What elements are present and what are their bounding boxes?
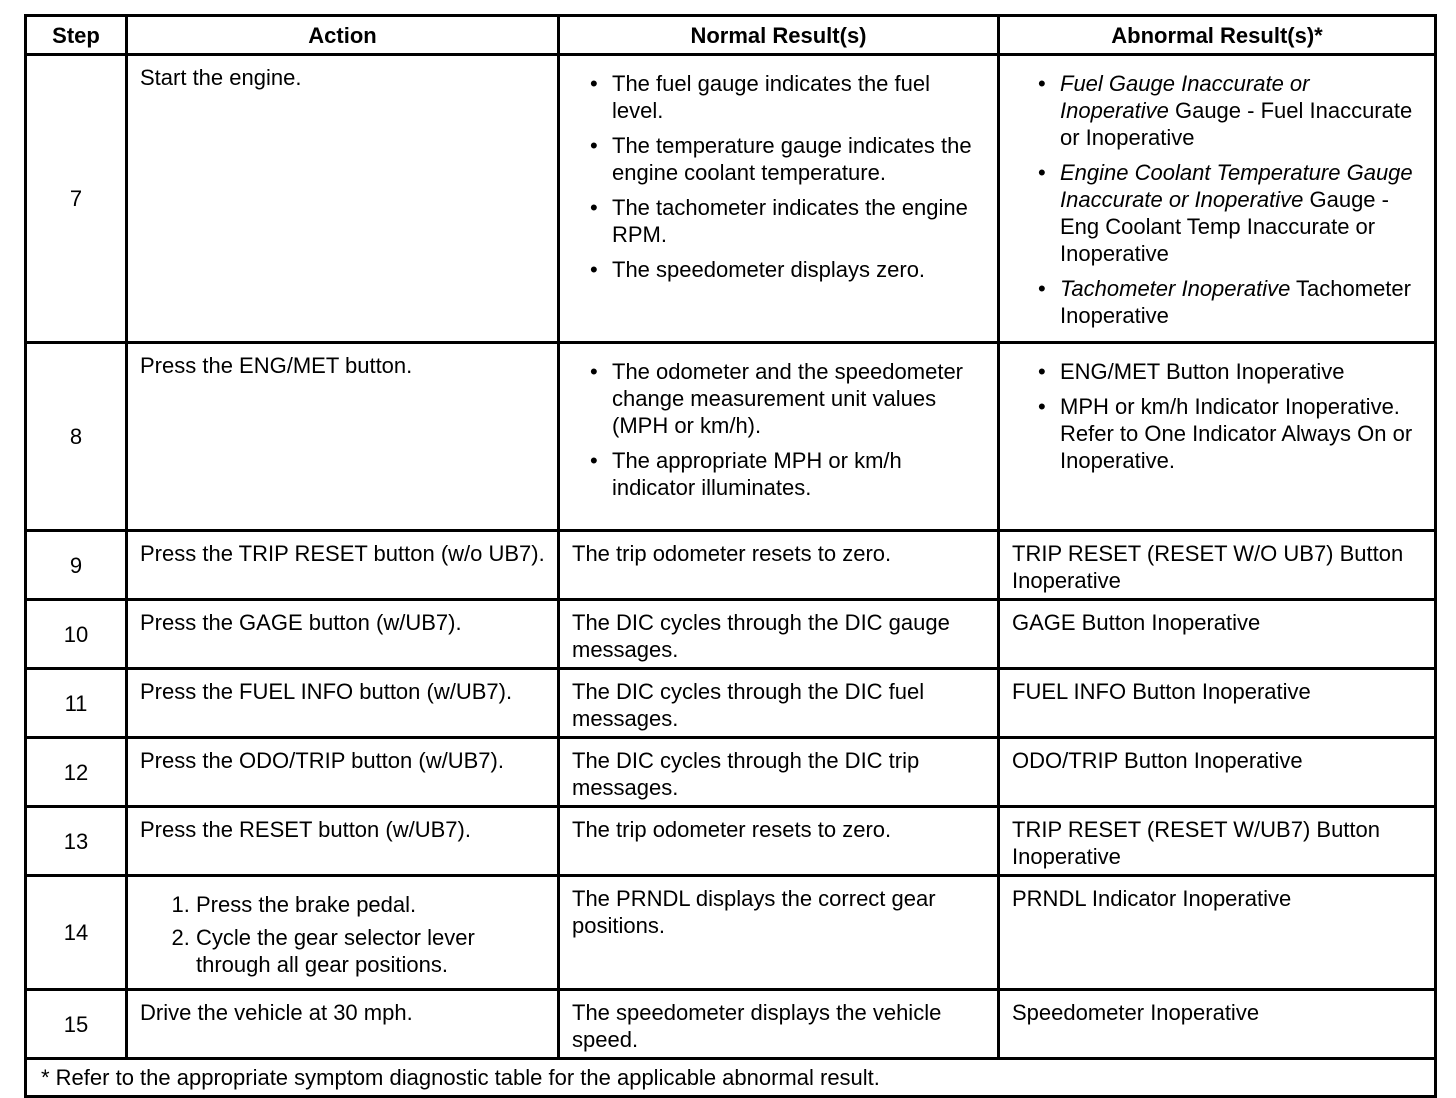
- header-action: Action: [127, 16, 559, 55]
- list-item: [1060, 70, 1422, 151]
- action-cell: Press the RESET button (w/UB7).: [127, 807, 559, 876]
- step-number: 9: [26, 531, 127, 600]
- list-item: • The odometer and the speedometer change measurement unit values (MPH or km/h).: [612, 358, 985, 439]
- table-row: [26, 531, 1436, 600]
- list-item: [1060, 275, 1422, 329]
- action-cell: Press the TRIP RESET button (w/o UB7).: [127, 531, 559, 600]
- list-item: [1060, 159, 1422, 267]
- footnote-row: [26, 1059, 1436, 1097]
- symptom-ref: Engine Coolant Temperature Gauge Inaccurate or Inoperative: [1060, 160, 1413, 212]
- abnormal-cell: FUEL INFO Button Inoperative: [999, 669, 1436, 738]
- list-item-text: Gauge - Fuel Inaccurate or Inoperative: [1060, 98, 1413, 150]
- abnormal-cell: TRIP RESET (RESET W/O UB7) Button Inoperative: [999, 531, 1436, 600]
- normal-cell: The trip odometer resets to zero.: [559, 807, 999, 876]
- normal-cell: The speedometer displays the vehicle speed.: [559, 990, 999, 1059]
- footnote: * Refer to the appropriate symptom diagnostic table for the applicable abnormal result.: [26, 1059, 1436, 1097]
- symptom-ref: Fuel Gauge Inaccurate or Inoperative: [1060, 71, 1310, 123]
- header-row: [26, 16, 1436, 55]
- list-item: • ENG/MET Button Inoperative: [1060, 358, 1422, 385]
- normal-cell: The PRNDL displays the correct gear positions.: [559, 876, 999, 990]
- abnormal-cell: ODO/TRIP Button Inoperative: [999, 738, 1436, 807]
- list-item: 1. Press the brake pedal.: [196, 891, 545, 918]
- list-item: • The appropriate MPH or km/h indicator illuminates.: [612, 447, 985, 501]
- table-row: [26, 343, 1436, 531]
- list-item-text: Gauge - Eng Coolant Temp Inaccurate or Inoperative: [1060, 187, 1389, 266]
- table-row: [26, 669, 1436, 738]
- action-cell: Press the ENG/MET button.: [127, 343, 559, 531]
- step-number: 14: [26, 876, 127, 990]
- action-cell: [127, 876, 559, 990]
- list-item: • The tachometer indicates the engine RPM.: [612, 194, 985, 248]
- step-number: 15: [26, 990, 127, 1059]
- step-number: 10: [26, 600, 127, 669]
- step-number: 12: [26, 738, 127, 807]
- abnormal-cell: GAGE Button Inoperative: [999, 600, 1436, 669]
- abnormal-cell: [999, 343, 1436, 531]
- action-cell: Press the FUEL INFO button (w/UB7).: [127, 669, 559, 738]
- action-cell: Drive the vehicle at 30 mph.: [127, 990, 559, 1059]
- normal-cell: [559, 55, 999, 343]
- table-row: [26, 807, 1436, 876]
- list-item-text: Tachometer Inoperative: [1060, 276, 1411, 328]
- list-item: • The fuel gauge indicates the fuel level.: [612, 70, 985, 124]
- normal-cell: The trip odometer resets to zero.: [559, 531, 999, 600]
- abnormal-cell: TRIP RESET (RESET W/UB7) Button Inoperative: [999, 807, 1436, 876]
- normal-cell: The DIC cycles through the DIC fuel messages.: [559, 669, 999, 738]
- action-cell: Press the ODO/TRIP button (w/UB7).: [127, 738, 559, 807]
- action-cell: Press the GAGE button (w/UB7).: [127, 600, 559, 669]
- list-item: 2. Cycle the gear selector lever through all gear positions.: [196, 924, 545, 978]
- step-number: 8: [26, 343, 127, 531]
- abnormal-cell: [999, 55, 1436, 343]
- list-item: • The temperature gauge indicates the engine coolant temperature.: [612, 132, 985, 186]
- table-row: [26, 738, 1436, 807]
- header-step: Step: [26, 16, 127, 55]
- normal-cell: The DIC cycles through the DIC gauge messages.: [559, 600, 999, 669]
- list-item: • The speedometer displays zero.: [612, 256, 985, 283]
- table-row: [26, 990, 1436, 1059]
- header-abnormal: Abnormal Result(s)*: [999, 16, 1436, 55]
- action-cell: Start the engine.: [127, 55, 559, 343]
- header-normal: Normal Result(s): [559, 16, 999, 55]
- table-row: [26, 600, 1436, 669]
- symptom-ref: Tachometer Inoperative: [1060, 276, 1291, 301]
- step-number: 11: [26, 669, 127, 738]
- normal-cell: The DIC cycles through the DIC trip messages.: [559, 738, 999, 807]
- table-row: [26, 876, 1436, 990]
- normal-cell: [559, 343, 999, 531]
- abnormal-cell: PRNDL Indicator Inoperative: [999, 876, 1436, 990]
- diagnostic-table: [24, 14, 1437, 1098]
- table-row: [26, 55, 1436, 343]
- step-number: 13: [26, 807, 127, 876]
- step-number: 7: [26, 55, 127, 343]
- abnormal-cell: Speedometer Inoperative: [999, 990, 1436, 1059]
- list-item: • MPH or km/h Indicator Inoperative. Refer to One Indicator Always On or Inoperative.: [1060, 393, 1422, 474]
